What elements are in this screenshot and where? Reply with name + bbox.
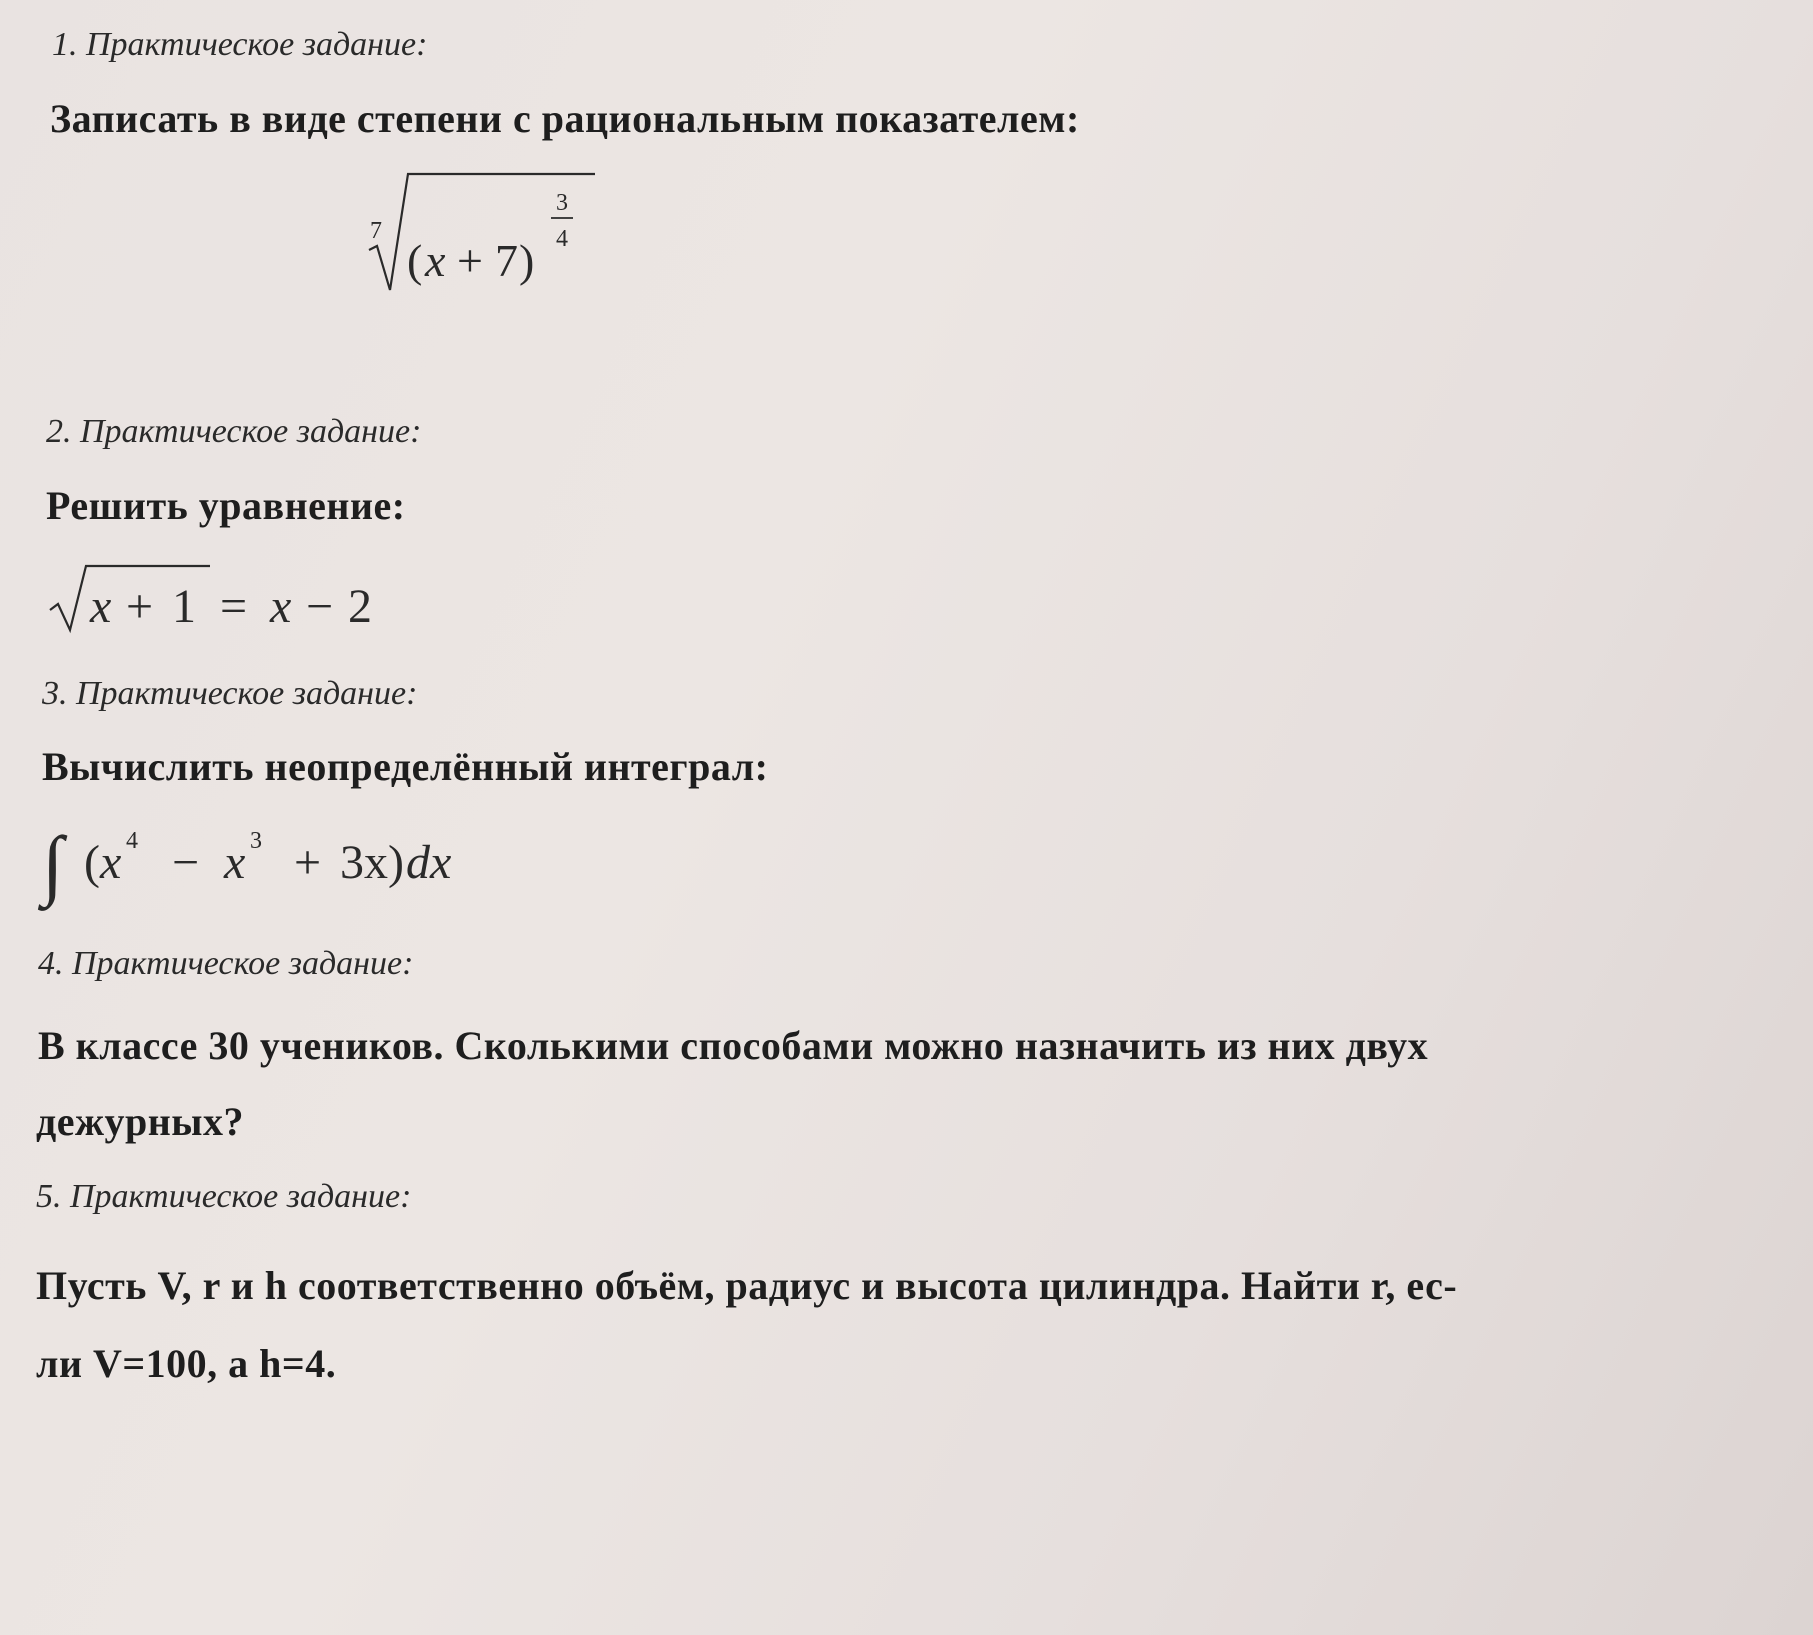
plus-sign: +	[126, 580, 154, 633]
plus-sign: +	[294, 836, 322, 889]
task-1-formula	[365, 160, 605, 305]
integral-sign: ∫	[42, 820, 64, 907]
constant-2: 2	[348, 580, 372, 633]
minus-sign: −	[306, 580, 334, 633]
task-2-formula	[48, 558, 408, 643]
task-3-label: 3. Практическое задание:	[42, 675, 418, 712]
open-paren: (	[407, 235, 423, 286]
differential-dx: dx	[406, 836, 452, 889]
equation	[48, 558, 408, 638]
constant-1: 1	[172, 580, 196, 633]
task-2-title: Решить уравнение:	[46, 483, 406, 528]
exponent-3: 3	[250, 828, 262, 854]
term-x-power-4: x	[100, 836, 122, 889]
variable-x: x	[90, 580, 112, 633]
plus-sign: +	[457, 235, 483, 286]
exponent-numerator: 3	[556, 190, 568, 216]
open-paren: (	[84, 836, 100, 889]
task-3-formula	[42, 812, 482, 927]
task-4-body-line-1: В классе 30 учеников. Сколькими способами можно назначить из них двух	[38, 1023, 1429, 1068]
task-3-title: Вычислить неопределённый интеграл:	[42, 744, 769, 789]
task-4-label: 4. Практическое задание:	[38, 945, 414, 982]
task-4-body-line-2: дежурных?	[36, 1099, 245, 1144]
close-paren: )	[519, 235, 535, 286]
rhs-variable-x: x	[270, 580, 292, 633]
task-1-title: Записать в виде степени с рациональным показателем:	[50, 96, 1080, 141]
task-1-label: 1. Практическое задание:	[52, 26, 428, 63]
term-x-power-3: x	[224, 836, 246, 889]
minus-sign: −	[172, 836, 200, 889]
integral-expression	[42, 812, 482, 922]
exponent-denominator: 4	[556, 226, 568, 252]
constant-7: 7	[495, 235, 518, 286]
variable-x: x	[425, 235, 446, 286]
task-2-label: 2. Практическое задание:	[46, 413, 422, 450]
root-index: 7	[370, 218, 382, 244]
close-paren: )	[388, 836, 404, 889]
task-5-body-line-1: Пусть V, r и h соответственно объём, радиус и высота цилиндра. Найти r, ес-	[36, 1263, 1458, 1308]
equals-sign: =	[220, 580, 248, 633]
radical-expression	[365, 160, 605, 300]
task-5-body-line-2: ли V=100, а h=4.	[36, 1341, 337, 1386]
exponent-4: 4	[126, 828, 138, 854]
task-5-label: 5. Практическое задание:	[36, 1178, 412, 1215]
term-3x: 3x	[340, 836, 388, 889]
